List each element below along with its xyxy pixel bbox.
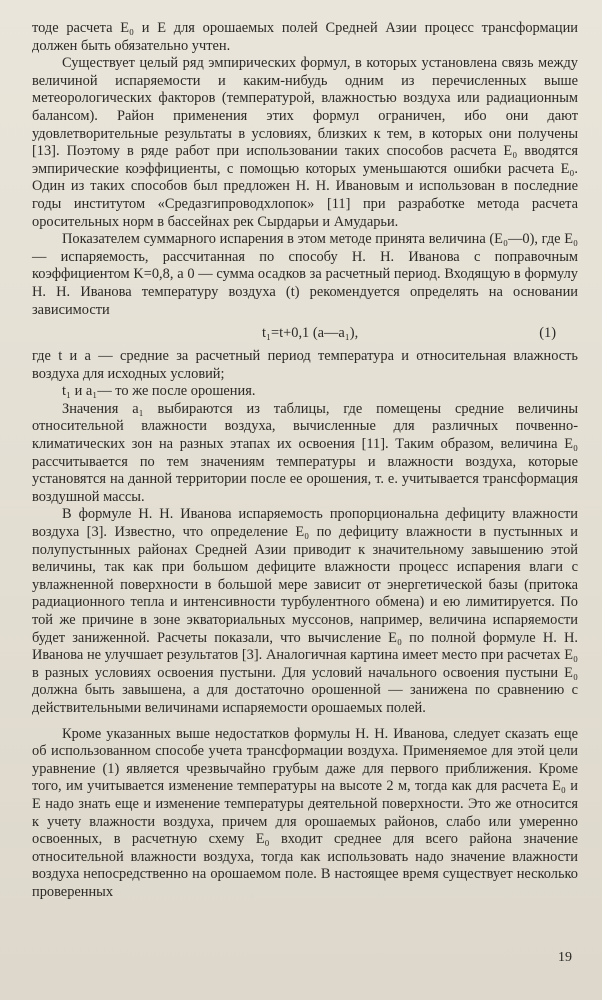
paragraph-8: Кроме указанных выше недостатков формулы Н. Н. Иванова, следует сказать еще об использованном способе учета трансформации воздуха. Применяемое для этой цели уравнение (1) является чрезвычайно грубым даже для первого приближения. Кроме того, им учитывается изменение температуры на высоте 2 м, тогда как для расчета E₀ и E надо знать еще и изменение температуры деятельной поверхности. Это же относится к учету влажности воздуха, причем для орошаемых районов, слабо или умеренно освоенных, в расчетную схему E₀ входит среднее для всего района значение относительной влажности воздуха, тогда как использовать надо значение влажности воздуха непосредственно на орошаемом поле. В настоящее время существует несколько проверенных [32, 725, 578, 900]
paragraph-4: где t и a — средние за расчетный период температура и относительная влажность воздуха для исходных условий; [32, 348, 578, 382]
formula-number: (1) [539, 325, 556, 342]
body-text [32, 20, 578, 902]
paragraph-6: Значения a₁ выбираются из таблицы, где помещены средние величины относительной влажности воздуха, вычисленные для различных почвенно-климатических зон на разных этапах их освоения [11]. Таким образом, величина E₀ рассчитывается по тем значениям температуры и влажности воздуха, которые установятся на данной территории после ее орошения, т. е. учитывается трансформация воздушной массы. [32, 400, 578, 505]
page-number: 19 [558, 950, 572, 965]
paragraph-1: тоде расчета E₀ и E для орошаемых полей Средней Азии процесс трансформации должен быть обязательно учтен. [32, 20, 578, 54]
paragraph-3: Показателем суммарного испарения в этом методе принята величина (E₀—0), где E₀— испаряемость, рассчитанная по способу Н. Н. Иванова с поправочным коэффициентом K=0,8, а 0 — сумма осадков за расчетный период. Входящую в формулу Н. Н. Иванова температуру воздуха (t) рекомендуется определять на основании зависимости [32, 231, 578, 318]
paragraph-2: Существует целый ряд эмпирических формул, в которых установлена связь между величиной испаряемости и каким-нибудь одним из перечисленных выше метеорологических факторов (температурой, влажностью воздуха или радиационным балансом). Район применения этих формул ограничен, ибо они дают удовлетворительные результаты в условиях, близких к тем, в которых они получены [13]. Поэтому в ряде работ при использовании таких способов расчета E₀ вводятся эмпирические коэффициенты, с помощью которых уменьшаются ошибки расчета E₀. Один из таких способов был предложен Н. Н. Ивановым и использован в последние годы институтом «Средазгипроводхлопок» [11] при разработке метода расчета оросительных норм в бассейнах рек Сырдарьи и Амударьи. [32, 55, 578, 230]
formula-expression: t₁=t+0,1 (a—a₁), [262, 325, 359, 342]
formula-line [32, 319, 578, 348]
paragraph-7: В формуле Н. Н. Иванова испаряемость пропорциональна дефициту влажности воздуха [3]. Известно, что определение E₀ по дефициту влажности в пустынных и полупустынных районах Средней Азии приводит к значительному завышению этой величины, так как при большом дефиците влажности процесс испарения влаги с увлажненной поверхности в большой мере зависит от энергетической базы (притока радиационного тепла и интенсивности турбулентного обмена) и ею лимитируется. По той же причине в зоне экваториальных муссонов, например, величина испаряемости будет заниженной. Расчеты показали, что вычисление E₀ по полной формуле Н. Н. Иванова не улучшает результатов [3]. Аналогичная картина имеет место при расчетах E₀ в разных условиях освоения пустыни. Для условий начального освоения пустыни E₀ должна быть завышена, а для достаточно орошенной — занижена по сравнению с действительными величинами испаряемости орошаемых полей. [32, 506, 578, 716]
paragraph-5: t₁ и a₁— то же после орошения. [62, 383, 256, 400]
